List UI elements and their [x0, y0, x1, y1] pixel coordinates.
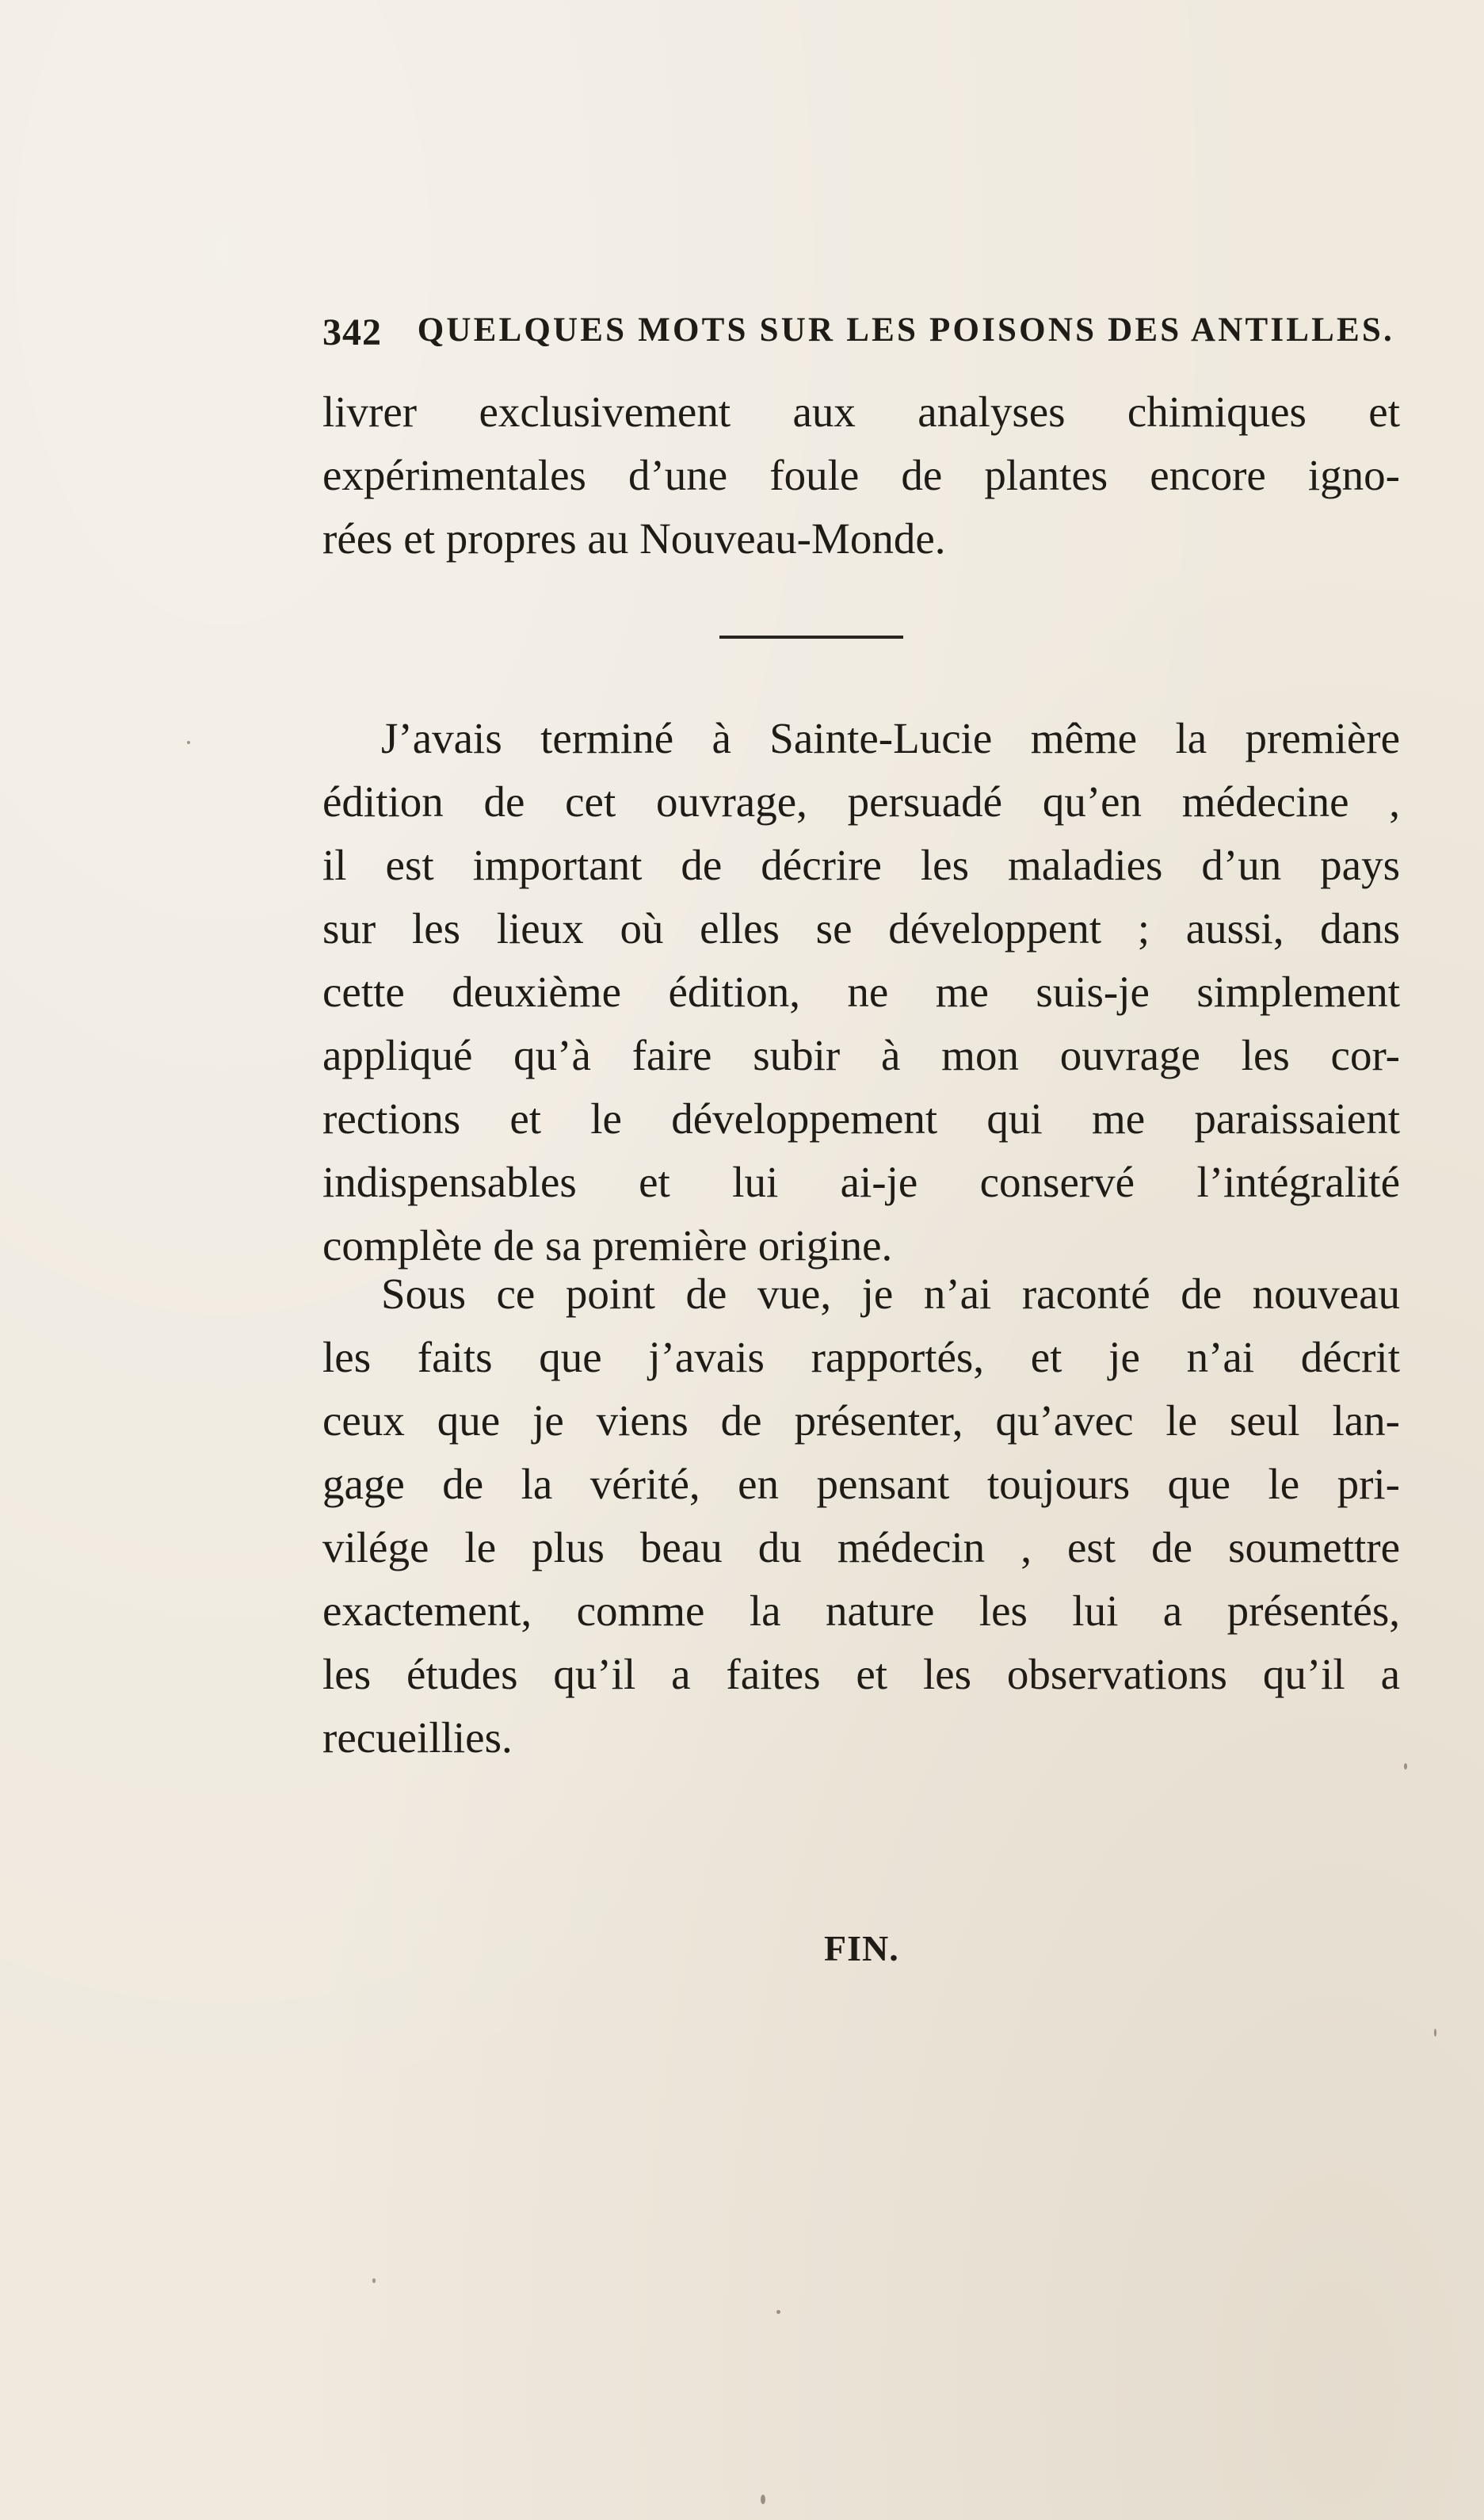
running-title: QUELQUES MOTS SUR LES POISONS DES ANTILLES.: [417, 311, 1394, 349]
text-line: recueillies.: [322, 1713, 513, 1762]
text-line: les études qu’il a faites et les observations qu’il a: [322, 1650, 1400, 1698]
running-head: [322, 311, 1394, 354]
paragraph-second-edition: [322, 707, 1400, 1277]
text-line: vilége le plus beau du médecin , est de soumettre: [322, 1523, 1400, 1571]
text-line: livrer exclusivement aux analyses chimiques et: [322, 388, 1400, 436]
paragraph-point-of-view: [322, 1262, 1400, 1770]
page-number: 342: [322, 311, 382, 353]
text-line: rées et propres au Nouveau-Monde.: [322, 514, 946, 563]
section-separator-rule: [719, 636, 903, 639]
text-line: les faits que j’avais rapportés, et je n’ai décrit: [322, 1333, 1400, 1381]
text-line: sur les lieux où elles se développent ; aussi, dans: [322, 904, 1400, 953]
text-line: édition de cet ouvrage, persuadé qu’en médecine ,: [322, 777, 1400, 826]
text-line: il est important de décrire les maladies d’un pays: [322, 841, 1400, 889]
text-line: expérimentales d’une foule de plantes encore igno-: [322, 451, 1400, 499]
text-line: J’avais terminé à Sainte-Lucie même la première: [381, 714, 1400, 762]
text-line: Sous ce point de vue, je n’ai raconté de nouveau: [381, 1270, 1400, 1318]
text-line: complète de sa première origine.: [322, 1221, 893, 1270]
text-line: ceux que je viens de présenter, qu’avec le seul lan-: [322, 1396, 1400, 1445]
text-line: exactement, comme la nature les lui a présentés,: [322, 1586, 1400, 1635]
text-line: appliqué qu’à faire subir à mon ouvrage les cor-: [322, 1031, 1400, 1079]
text-line: rections et le développement qui me paraissaient: [322, 1094, 1400, 1143]
paragraph-continued: [322, 380, 1400, 571]
end-mark: FIN.: [824, 1928, 899, 1968]
text-line: cette deuxième édition, ne me suis-je simplement: [322, 968, 1400, 1016]
text-line: gage de la vérité, en pensant toujours que le pri-: [322, 1460, 1400, 1508]
text-line: indispensables et lui ai-je conservé l’intégralité: [322, 1158, 1400, 1206]
